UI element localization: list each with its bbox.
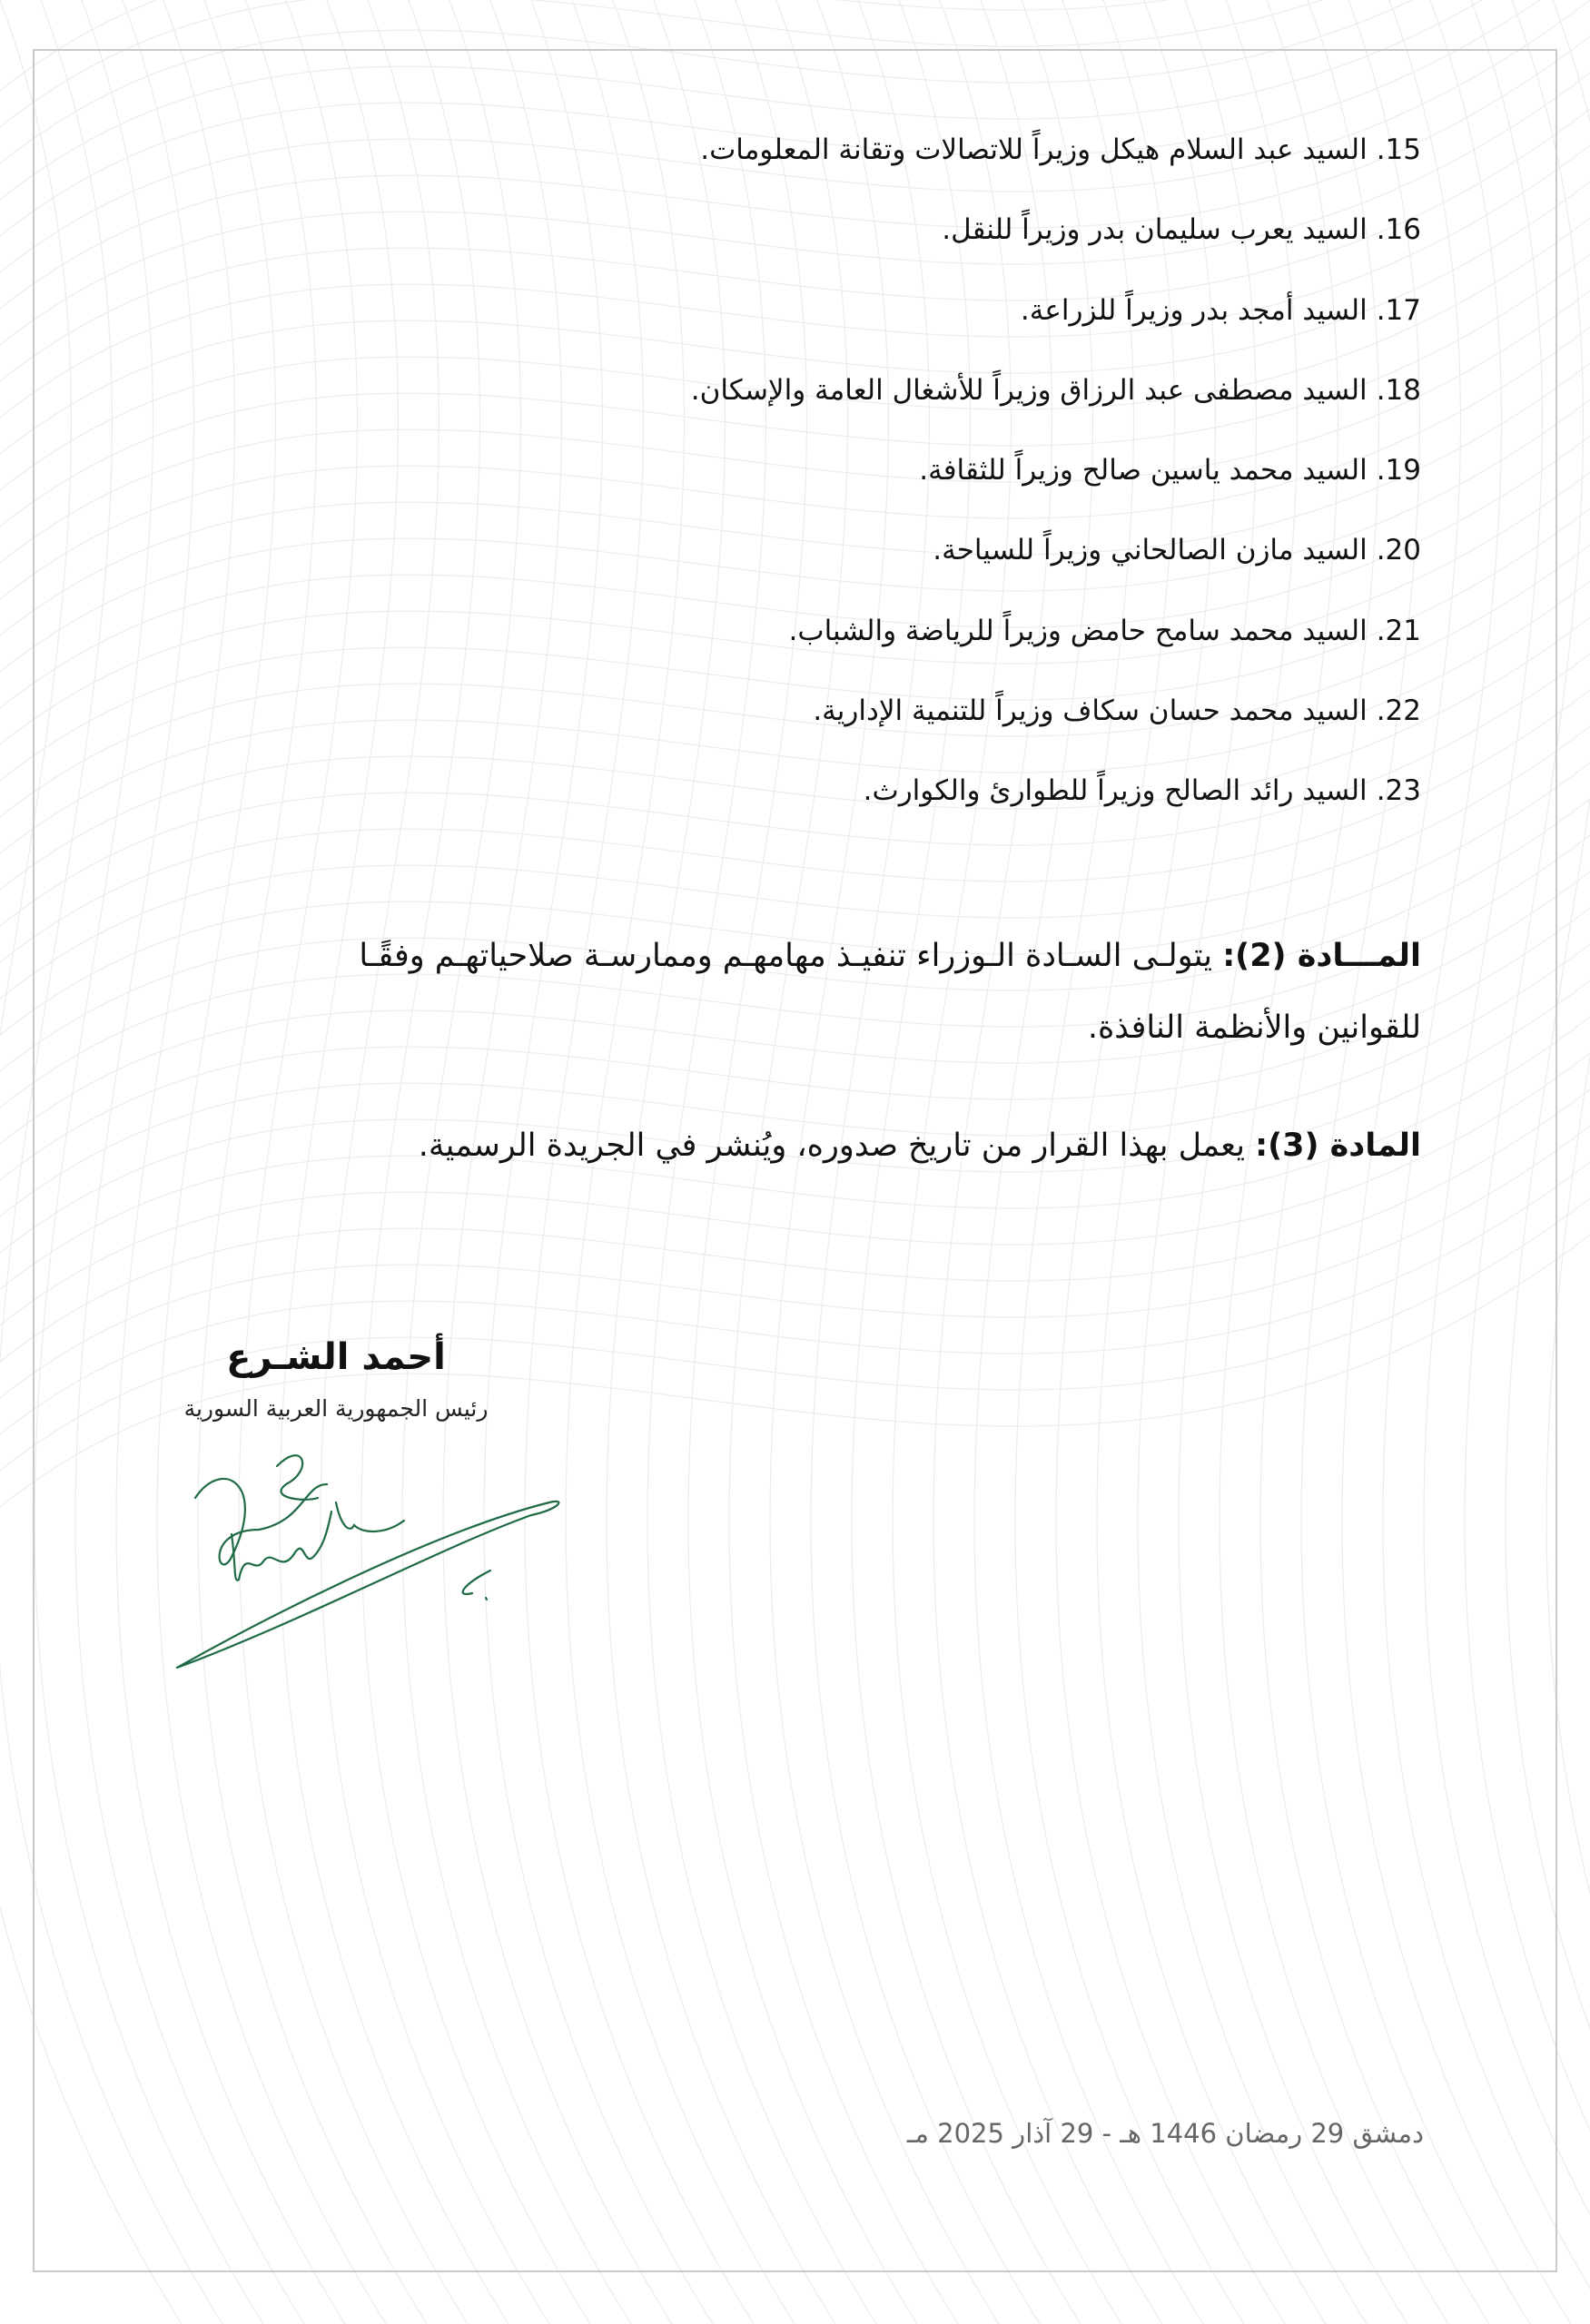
item-number: 16. bbox=[1376, 213, 1421, 246]
item-text: السيد محمد سامح حامض وزيراً للرياضة والشباب. bbox=[788, 615, 1368, 647]
item-text: السيد أمجد بدر وزيراً للزراعة. bbox=[1020, 294, 1368, 327]
item-number: 18. bbox=[1376, 374, 1421, 407]
item-number: 21. bbox=[1376, 615, 1421, 647]
article-text: للقوانين والأنظمة النافذة. bbox=[1087, 1009, 1421, 1046]
item-number: 15. bbox=[1376, 133, 1421, 166]
article-text: يتولـى السـادة الـوزراء تنفيـذ مهامهـم وممارسـة صلاحياتهـم وفقًـا bbox=[359, 938, 1213, 974]
item-text: السيد محمد حسان سكاف وزيراً للتنمية الإدارية. bbox=[813, 694, 1368, 727]
item-text: السيد مازن الصالحاني وزيراً للسياحة. bbox=[933, 534, 1368, 566]
article-heading: المـــادة (2): bbox=[1222, 938, 1421, 974]
signatory-title: رئيس الجمهورية العربية السورية bbox=[183, 1395, 489, 1422]
date-line: دمشق 29 رمضان 1446 هـ - 29 آذار 2025 مـ bbox=[906, 2118, 1424, 2149]
item-number: 23. bbox=[1376, 774, 1421, 807]
article-3 bbox=[419, 1126, 1421, 1166]
list-item bbox=[789, 613, 1421, 649]
list-item bbox=[813, 693, 1421, 729]
list-item bbox=[864, 773, 1421, 809]
list-item bbox=[691, 372, 1421, 409]
item-text: السيد عبد السلام هيكل وزيراً للاتصالات وتقانة المعلومات. bbox=[700, 133, 1368, 166]
item-number: 17. bbox=[1376, 294, 1421, 327]
article-heading: المادة (3): bbox=[1255, 1128, 1421, 1164]
list-item bbox=[919, 452, 1421, 488]
item-number: 22. bbox=[1376, 694, 1421, 727]
item-text: السيد محمد ياسين صالح وزيراً للثقافة. bbox=[919, 454, 1368, 487]
item-number: 20. bbox=[1376, 534, 1421, 566]
signatory-name: أحمد الشـرع bbox=[226, 1336, 446, 1378]
item-number: 19. bbox=[1376, 454, 1421, 487]
list-item bbox=[933, 532, 1421, 568]
list-item bbox=[942, 212, 1421, 248]
list-item bbox=[1021, 292, 1421, 329]
item-text: السيد رائد الصالح وزيراً للطوارئ والكوارث. bbox=[863, 774, 1368, 807]
item-text: السيد مصطفى عبد الرزاق وزيراً للأشغال العامة والإسكان. bbox=[690, 374, 1368, 407]
signature-image bbox=[168, 1448, 568, 1675]
article-2-line-2 bbox=[1088, 1008, 1421, 1048]
article-2-line-1 bbox=[359, 936, 1421, 976]
item-text: السيد يعرب سليمان بدر وزيراً للنقل. bbox=[942, 213, 1368, 246]
list-item bbox=[700, 132, 1421, 168]
article-text: يعمل بهذا القرار من تاريخ صدوره، ويُنشر في الجريدة الرسمية. bbox=[418, 1128, 1245, 1164]
